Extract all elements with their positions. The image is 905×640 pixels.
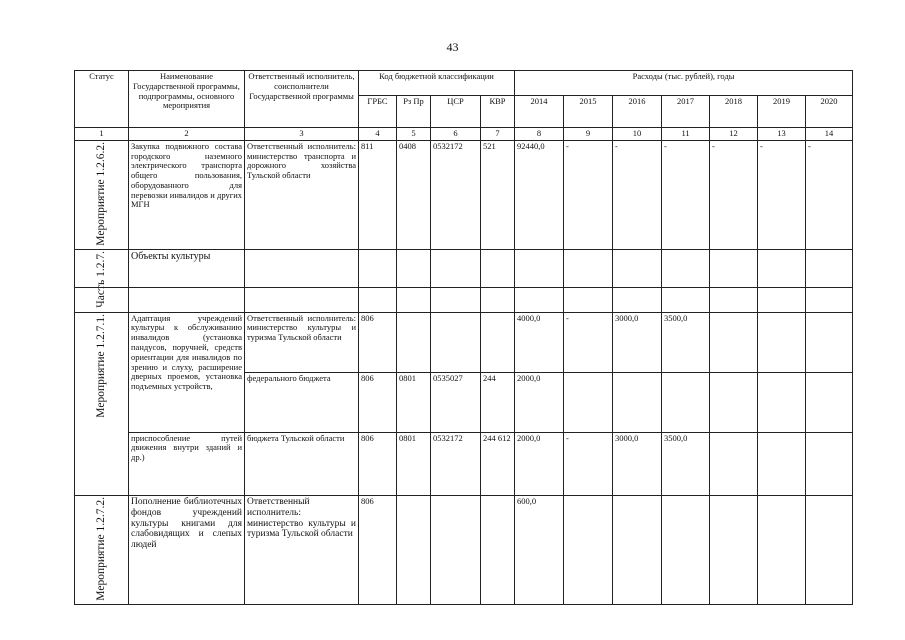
value-cell: 3000,0 [613,432,662,495]
header-rzpr: Рз Пр [397,96,431,128]
status-cell [75,250,129,312]
header-kvr: КВР [481,96,515,128]
column-number: 12 [710,128,758,141]
table-row [75,312,853,372]
status-label: Мероприятие 1.2.7.2. [95,496,108,601]
executor-cell: Ответственный исполнитель: министерство культуры и туризма Тульской области [245,495,359,604]
empty-cell [758,495,806,604]
kvr-cell: 521 [481,140,515,249]
empty-cell [710,432,758,495]
empty-cell [662,372,710,432]
table-row [75,250,853,312]
empty-cell [710,495,758,604]
executor-cell: Ответственный исполнитель: министерство культуры и туризма Тульской области [245,312,359,372]
empty-cell [806,372,853,432]
table-row [75,432,853,495]
value-cell: 3000,0 [613,312,662,372]
csr-cell: 0535027 [431,372,481,432]
budget-table [74,70,853,605]
status-cell [75,312,129,495]
empty-cell [564,250,613,312]
separator-line [74,287,852,288]
measure-name: Адаптация учреждений культуры к обслуживанию инвалидов (установка пандусов, поручней, средств ориентации для инвалидов по зрению и слуху, расширение дверных проемов, установка подъемных устройств, [129,312,245,432]
value-cell: - [710,140,758,249]
header-status: Статус [75,71,129,128]
kvr-cell: 244 612 [481,432,515,495]
executor-cell: Ответственный исполнитель: министерство транспорта и дорожного хозяйства Тульской области [245,140,359,249]
empty-cell [515,250,564,312]
empty-cell [758,432,806,495]
status-label: Мероприятие 1.2.6.2. [95,141,108,246]
empty-cell [481,495,515,604]
empty-cell [431,250,481,312]
empty-cell [613,372,662,432]
status-label: Часть 1.2.7. [95,251,108,308]
value-cell: 600,0 [515,495,564,604]
empty-cell [397,250,431,312]
empty-cell [564,372,613,432]
column-number: 13 [758,128,806,141]
grbs-cell: 806 [359,495,397,604]
empty-cell [806,495,853,604]
value-cell: - [564,140,613,249]
empty-cell [806,312,853,372]
header-year: 2015 [564,96,613,128]
page-number: 43 [446,40,459,54]
rzpr-cell: 0801 [397,432,431,495]
header-year: 2017 [662,96,710,128]
table-row [75,140,853,249]
value-cell: - [662,140,710,249]
status-label: Мероприятие 1.2.7.1. [95,313,108,418]
measure-name: Пополнение библиотечных фондов учреждений культуры книгами для слабовидящих и слепых людей [129,495,245,604]
value-cell: 2000,0 [515,432,564,495]
column-number: 8 [515,128,564,141]
header-executor: Ответственный исполнитель, соисполнители Государственной программы [245,71,359,128]
grbs-cell: 806 [359,372,397,432]
empty-cell [613,495,662,604]
value-cell: - [564,432,613,495]
empty-cell [710,312,758,372]
column-number: 3 [245,128,359,141]
value-cell: - [613,140,662,249]
value-cell: 4000,0 [515,312,564,372]
executor-cell: бюджета Тульской области [245,432,359,495]
csr-cell: 0532172 [431,432,481,495]
empty-cell [662,495,710,604]
header-year: 2020 [806,96,853,128]
value-cell: 92440,0 [515,140,564,249]
column-number: 9 [564,128,613,141]
kvr-cell: 244 [481,372,515,432]
table-row [75,495,853,604]
empty-cell [245,250,359,312]
header-name: Наименование Государственной программы, подпрограммы, основного мероприятия [129,71,245,128]
column-number: 11 [662,128,710,141]
empty-cell [613,250,662,312]
column-number: 14 [806,128,853,141]
column-number: 7 [481,128,515,141]
grbs-cell: 806 [359,312,397,372]
column-number-row [75,128,853,141]
empty-cell [710,372,758,432]
header-year: 2016 [613,96,662,128]
status-cell [75,495,129,604]
empty-cell [662,250,710,312]
empty-cell [758,372,806,432]
empty-cell [481,250,515,312]
measure-name: Закупка подвижного состава городского наземного электрического транспорта общего пользования, оборудованного для перевозки инвалидов и других МГН [129,140,245,249]
empty-cell [806,432,853,495]
header-year: 2019 [758,96,806,128]
grbs-cell: 811 [359,140,397,249]
header-row-top [75,71,853,96]
header-year: 2014 [515,96,564,128]
empty-cell [758,250,806,312]
column-number: 2 [129,128,245,141]
header-grbs: ГРБС [359,96,397,128]
value-cell: - [564,312,613,372]
header-budget-code: Код бюджетной классификации [359,71,515,96]
header-csr: ЦСР [431,96,481,128]
empty-cell [359,250,397,312]
measure-name-continued: приспособление путей движения внутри зданий и др.) [129,432,245,495]
column-number: 1 [75,128,129,141]
column-number: 10 [613,128,662,141]
executor-cell: федерального бюджета [245,372,359,432]
column-number: 5 [397,128,431,141]
column-number: 4 [359,128,397,141]
rzpr-cell: 0801 [397,372,431,432]
empty-cell [806,250,853,312]
header-expenses: Расходы (тыс. рублей), годы [515,71,853,96]
empty-cell [481,312,515,372]
status-cell [75,140,129,249]
section-name: Объекты культуры [129,250,245,312]
value-cell: - [806,140,853,249]
empty-cell [431,312,481,372]
value-cell: 3500,0 [662,312,710,372]
value-cell: - [758,140,806,249]
csr-cell: 0532172 [431,140,481,249]
empty-cell [397,495,431,604]
value-cell: 3500,0 [662,432,710,495]
header-year: 2018 [710,96,758,128]
empty-cell [564,495,613,604]
empty-cell [758,312,806,372]
column-number: 6 [431,128,481,141]
value-cell: 2000,0 [515,372,564,432]
empty-cell [397,312,431,372]
rzpr-cell: 0408 [397,140,431,249]
grbs-cell: 806 [359,432,397,495]
empty-cell [710,250,758,312]
empty-cell [431,495,481,604]
